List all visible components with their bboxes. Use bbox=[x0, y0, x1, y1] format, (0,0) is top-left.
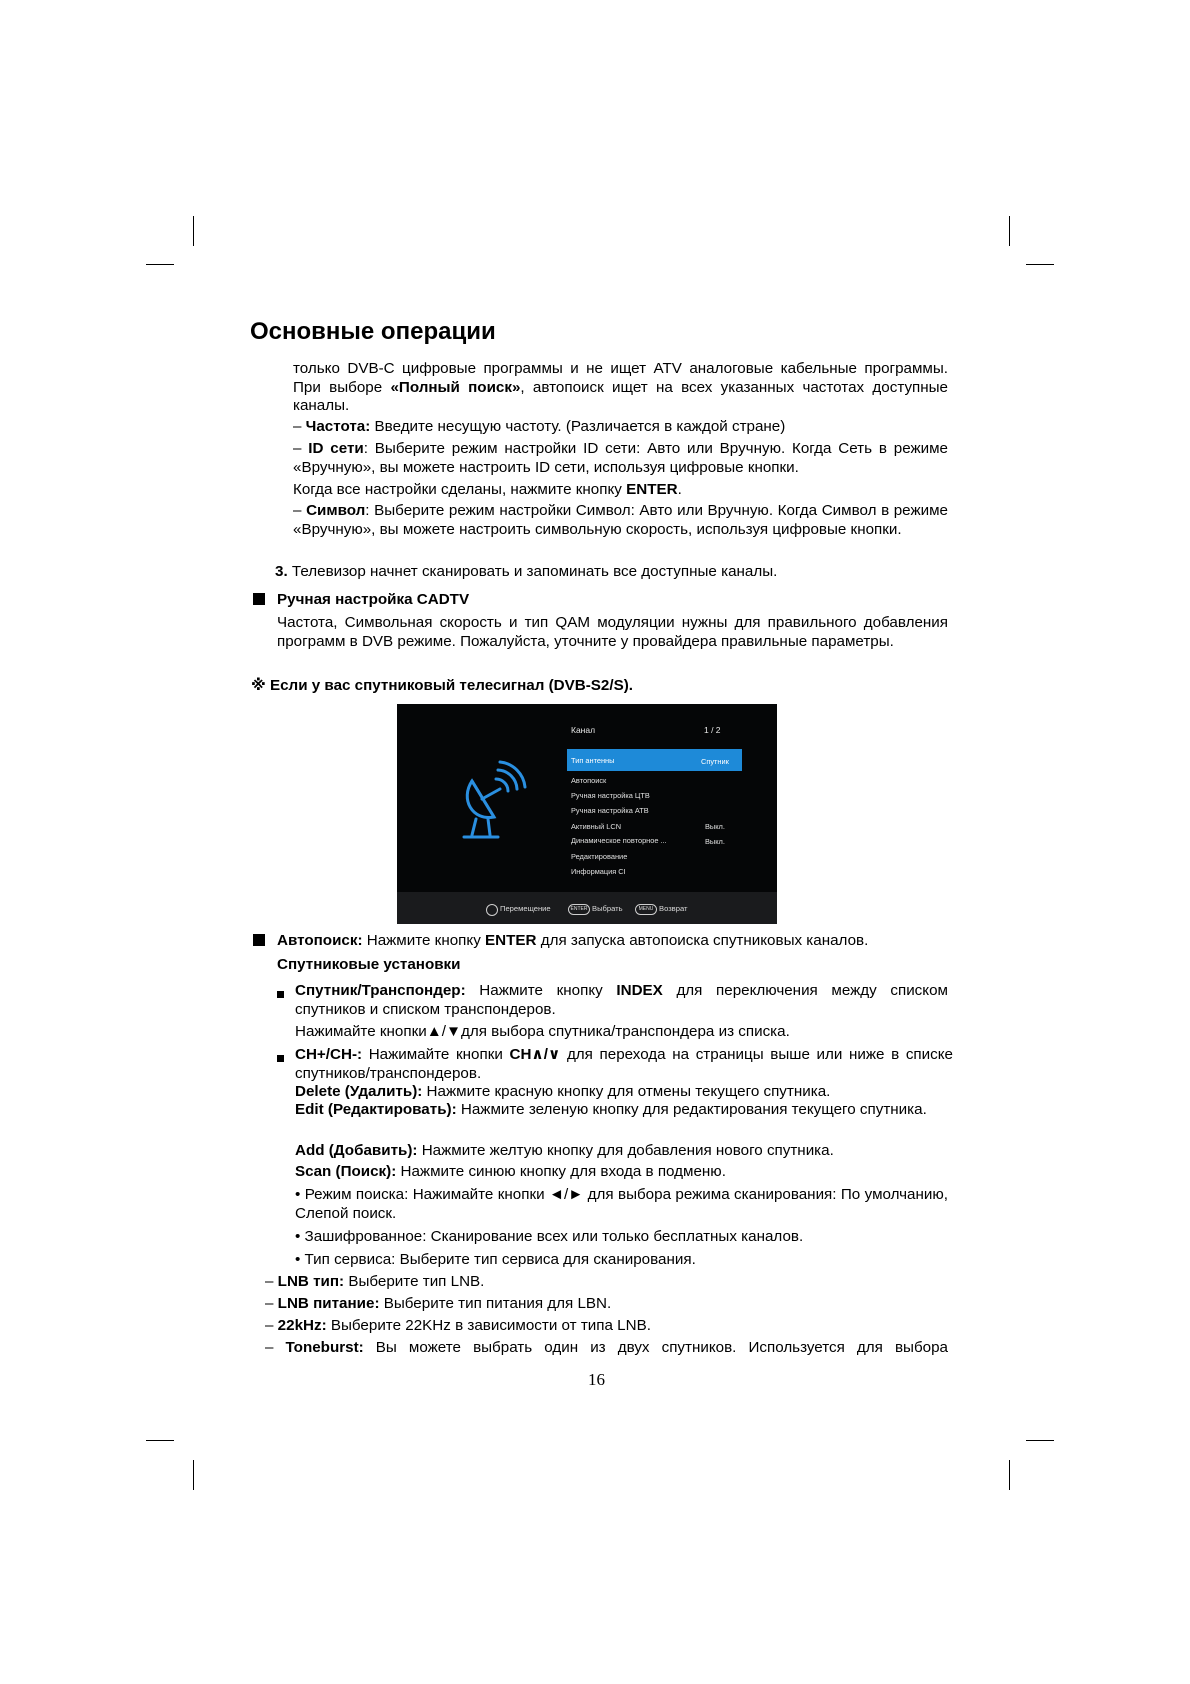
network-id-item: – ID сети: Выберите режим настройки ID сети: Авто или Вручную. Когда Сеть в режиме «Вручную», вы можете настроить ID сети, используя цифровые кнопки. bbox=[293, 440, 949, 476]
enter-key-icon: ENTER bbox=[568, 904, 590, 915]
scan-item: Scan (Поиск): Нажмите синюю кнопку для входа в подменю. bbox=[295, 1163, 726, 1180]
page-title: Основные операции bbox=[250, 318, 496, 345]
crop-mark bbox=[1009, 1460, 1010, 1490]
menu-header-channel: Канал bbox=[571, 725, 596, 735]
section-bullet bbox=[253, 593, 265, 605]
edit-item: Edit (Редактировать): Нажмите зеленую кнопку для редактирования текущего спутника. bbox=[295, 1101, 927, 1118]
satellite-note: ※ Если у вас спутниковый телесигнал (DVB-S2/S). bbox=[251, 677, 633, 694]
satellite-nav-hint: Нажимайте кнопки▲/▼для выбора спутника/транспондера из списка. bbox=[295, 1023, 790, 1040]
satellite-dish-icon bbox=[452, 759, 542, 849]
menu-item-dynamic-rescan-value: Выкл. bbox=[705, 837, 725, 846]
delete-item: Delete (Удалить): Нажмите красную кнопку для отмены текущего спутника. bbox=[295, 1083, 831, 1100]
menu-item-active-lcn-value: Выкл. bbox=[705, 822, 725, 831]
menu-key-icon: MENU bbox=[635, 904, 657, 915]
lnb-type-item: – LNB тип: Выберите тип LNB. bbox=[265, 1273, 485, 1290]
tv-menu-screenshot bbox=[397, 704, 777, 924]
when-done-note: Когда все настройки сделаны, нажмите кнопку ENTER. bbox=[293, 481, 682, 498]
page-number: 16 bbox=[588, 1370, 605, 1389]
crop-mark bbox=[146, 264, 174, 265]
footer-back: Возврат bbox=[659, 904, 688, 913]
menu-item-dynamic-rescan[interactable]: Динамическое повторное ... bbox=[571, 836, 667, 845]
ch-buttons-item: CH+/CH-: Нажимайте кнопки CH∧/∨ для перехода на страницы выше или ниже в списке спутников/транспондеров. bbox=[295, 1046, 953, 1082]
intro-paragraph: только DVB-C цифровые программы и не ищет ATV аналоговые кабельные программы. При выборе «Полный поиск», автопоиск ищет на всех указанных частотах доступные каналы. bbox=[293, 360, 949, 414]
22khz-item: – 22kHz: Выберите 22KHz в зависимости от типа LNB. bbox=[265, 1317, 651, 1334]
encrypted-item: • Зашифрованное: Сканирование всех или только бесплатных каналов. bbox=[295, 1228, 804, 1245]
footer-select: Выбрать bbox=[592, 904, 623, 913]
menu-item-active-lcn[interactable]: Активный LCN bbox=[571, 822, 622, 831]
autosearch-item: Автопоиск: Нажмите кнопку ENTER для запуска автопоиска спутниковых каналов. bbox=[277, 932, 869, 949]
crop-mark bbox=[193, 216, 194, 246]
manual-cadtv-text: Частота, Символьная скорость и тип QAM модуляции нужны для правильного добавления программ в DVB режиме. Пожалуйста, уточните у провайдера правильные параметры. bbox=[277, 614, 948, 650]
satellite-transponder-item: Спутник/Транспондер: Нажмите кнопку INDEX для переключения между списком спутников и списком транспондеров. bbox=[295, 982, 948, 1018]
list-bullet bbox=[277, 991, 284, 998]
satellite-settings-heading: Спутниковые установки bbox=[277, 956, 461, 973]
step-3: 3. Телевизор начнет сканировать и запоминать все доступные каналы. bbox=[275, 563, 778, 580]
lnb-power-item: – LNB питание: Выберите тип питания для LBN. bbox=[265, 1295, 612, 1312]
crop-mark bbox=[1026, 1440, 1054, 1441]
crop-mark bbox=[193, 1460, 194, 1490]
menu-footer-bar bbox=[397, 892, 777, 924]
toneburst-item: – Toneburst: Вы можете выбрать один из двух спутников. Используется для выбора bbox=[265, 1339, 948, 1356]
menu-item-autosearch[interactable]: Автопоиск bbox=[571, 776, 607, 785]
menu-item-antenna-type-value: Спутник bbox=[701, 757, 729, 766]
crop-mark bbox=[1026, 264, 1054, 265]
crop-mark bbox=[146, 1440, 174, 1441]
symbol-item: – Символ: Выберите режим настройки Символ: Авто или Вручную. Когда Символ в режиме «Вручную», вы можете настроить символьную скорость, используя цифровые кнопки. bbox=[293, 502, 948, 538]
footer-move: Перемещение bbox=[500, 904, 551, 913]
frequency-item: – Частота: Введите несущую частоту. (Различается в каждой стране) bbox=[293, 418, 786, 435]
menu-item-antenna-type-label: Тип антенны bbox=[571, 756, 615, 765]
menu-item-ci-info[interactable]: Информация CI bbox=[571, 867, 626, 876]
section-bullet bbox=[253, 934, 265, 946]
menu-item-manual-atv[interactable]: Ручная настройка АТВ bbox=[571, 806, 649, 815]
crop-mark bbox=[1009, 216, 1010, 246]
manual-cadtv-heading: Ручная настройка CADTV bbox=[277, 591, 470, 608]
list-bullet bbox=[277, 1055, 284, 1062]
menu-page-indicator: 1 / 2 bbox=[704, 725, 721, 735]
add-item: Add (Добавить): Нажмите желтую кнопку для добавления нового спутника. bbox=[295, 1142, 834, 1159]
navigate-icon bbox=[486, 904, 498, 916]
scan-mode-item: • Режим поиска: Нажимайте кнопки ◄/► для выбора режима сканирования: По умолчанию, Слепой поиск. bbox=[295, 1186, 948, 1222]
menu-item-manual-dtv[interactable]: Ручная настройка ЦТВ bbox=[571, 791, 650, 800]
service-type-item: • Тип сервиса: Выберите тип сервиса для сканирования. bbox=[295, 1251, 696, 1268]
menu-item-edit[interactable]: Редактирование bbox=[571, 852, 628, 861]
